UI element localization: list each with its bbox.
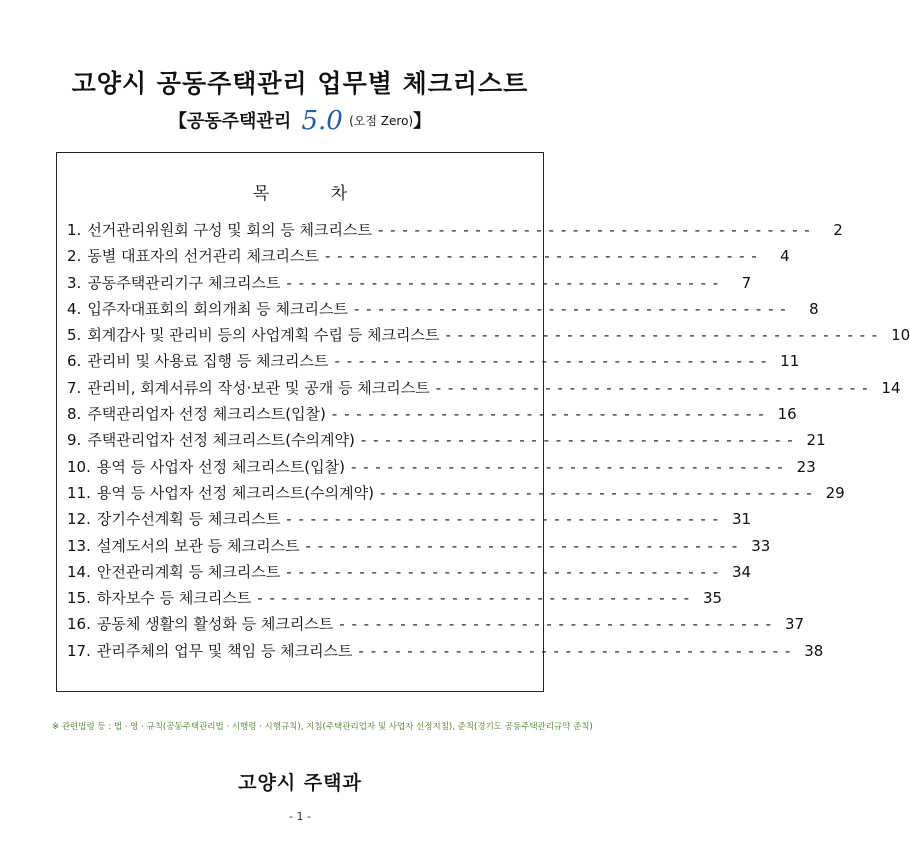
toc-item [67,219,843,245]
toc-item-label: 안전관리계획 등 체크리스트 [96,562,281,581]
toc-item-number: 11. [67,483,91,502]
toc-item-label: 공동체 생활의 활성화 등 체크리스트 [96,615,334,634]
page-number: - 1 - [289,810,311,823]
toc-item-label: 용역 등 사업자 선정 체크리스트(입찰) [96,457,345,476]
toc-item-number: 16. [67,615,91,634]
toc-item [67,587,723,613]
toc-leader: - - - - - - - - - - - - - - - - - - - - - - - - - - - - - - - - - - - - [257,589,691,608]
toc-leader: - - - - - - - - - - - - - - - - - - - - - - - - - - - - - - - - - - - - [351,457,784,476]
toc-item-label: 관리비 및 사용료 집행 등 체크리스트 [87,352,329,371]
toc-item-page: 37 [784,615,805,634]
toc-item-number: 9. [67,431,82,450]
toc-item-page: 14 [881,378,901,397]
toc-item-number: 4. [67,299,82,318]
toc-item-page: 8 [809,299,819,318]
toc-item-number: 1. [67,221,82,239]
toc-item [67,245,790,271]
toc-item-label: 선거관리위원회 구성 및 회의 등 체크리스트 [87,221,372,239]
subtitle-tag: (오점 Zero) [349,114,414,128]
toc-leader: - - - - - - - - - - - - - - - - - - - - - - - - - - - - - - - - - - - - [435,378,869,397]
toc-item-page: 35 [702,589,723,608]
toc-item-label: 주택관리업자 선정 체크리스트(입찰) [87,405,326,424]
subtitle-version: 5.0 [301,106,343,136]
toc-leader: - - - - - - - - - - - - - - - - - - - - - - - - - - - - - - - - - - - - [353,299,787,318]
toc-item-number: 10. [67,457,91,476]
toc-box [56,152,910,692]
toc-item-number: 3. [67,273,82,292]
toc-heading: 목 차 [252,184,376,204]
toc-leader: - - - - - - - - - - - - - - - - - - - - - - - - - - - - - - - - - - - - [324,247,758,266]
toc-item-number: 8. [67,405,82,424]
toc-item-number: 2. [67,247,82,266]
toc-leader: - - - - - - - - - - - - - - - - - - - - - - - - - - - - - - - - - - - - [339,615,773,634]
toc-item-page: 4 [780,247,790,266]
toc-item-number: 14. [67,562,91,581]
toc-item [67,429,826,455]
subtitle-suffix: 】 [413,111,432,132]
department-name: 고양시 주택과 [238,772,362,794]
toc-item [67,508,752,534]
subtitle-prefix: 【공동주택관리 [168,111,292,132]
toc-leader: - - - - - - - - - - - - - - - - - - - - - - - - - - - - - - - - - - - - [360,431,794,450]
toc-item-label: 용역 등 사업자 선정 체크리스트(수의계약) [96,483,374,502]
toc-item-label: 하자보수 등 체크리스트 [96,589,252,608]
toc-list [67,219,910,666]
document-subtitle [0,106,600,136]
toc-leader: - - - - - - - - - - - - - - - - - - - - - - - - - - - - - - - - - - - - [379,483,813,502]
toc-leader: - - - - - - - - - - - - - - - - - - - - - - - - - - - - - - - - - - - - [331,405,765,424]
toc-item-label: 관리주체의 업무 및 책임 등 체크리스트 [96,641,353,660]
toc-item-page: 7 [741,273,752,292]
toc-leader: - - - - - - - - - - - - - - - - - - - - - - - - - - - - - - - - - - - - [377,221,811,239]
toc-item-number: 13. [67,536,91,555]
toc-item [67,482,845,508]
toc-item [67,561,752,587]
toc-item-page: 34 [731,562,752,581]
toc-item [67,613,805,639]
toc-item-page: 38 [804,641,824,660]
toc-item-page: 10 [891,326,910,345]
regulation-note: ※ 관련법령 등 : 법 · 영 · 규칙(공동주택관리법 · 시행령 · 시행규칙), 지침(주택관리업자 및 사업자 선정지침), 준칙(경기도 공동주택관리규약 준칙) [52,722,593,732]
toc-item-page: 2 [833,221,843,239]
toc-leader: - - - - - - - - - - - - - - - - - - - - - - - - - - - - - - - - - - - - [286,510,720,529]
document-title: 고양시 공동주택관리 업무별 체크리스트 [71,69,529,98]
toc-leader: - - - - - - - - - - - - - - - - - - - - - - - - - - - - - - - - - - - - [445,326,879,345]
toc-leader: - - - - - - - - - - - - - - - - - - - - - - - - - - - - - - - - - - - - [358,641,792,660]
toc-item-number: 12. [67,510,91,529]
toc-item-page: 16 [777,405,797,424]
toc-item [67,535,771,561]
toc-item-page: 31 [731,510,752,529]
toc-item-number: 7. [67,378,82,397]
toc-item-page: 11 [780,352,800,371]
toc-item-page: 21 [806,431,826,450]
toc-item-page: 23 [796,457,816,476]
toc-leader: - - - - - - - - - - - - - - - - - - - - - - - - - - - - - - - - - - - - [334,352,768,371]
toc-item-label: 입주자대표회의 회의개최 등 체크리스트 [87,299,348,318]
toc-item-number: 5. [67,326,82,345]
toc-item [67,350,800,376]
toc-leader: - - - - - - - - - - - - - - - - - - - - - - - - - - - - - - - - - - - - [305,536,739,555]
toc-item-label: 장기수선계획 등 체크리스트 [96,510,281,529]
toc-item-label: 동별 대표자의 선거관리 체크리스트 [87,247,319,266]
toc-item [67,298,819,324]
toc-item-page: 33 [751,536,771,555]
toc-item [67,324,910,350]
toc-item [67,456,816,482]
toc-leader: - - - - - - - - - - - - - - - - - - - - - - - - - - - - - - - - - - - - [286,562,720,581]
toc-item-label: 설계도서의 보관 등 체크리스트 [96,536,300,555]
toc-item-page: 29 [825,483,845,502]
toc-item-number: 15. [67,589,91,608]
toc-item [67,377,901,403]
toc-item [67,272,752,298]
toc-item-label: 회계감사 및 관리비 등의 사업계획 수립 등 체크리스트 [87,326,440,345]
toc-item [67,403,797,429]
toc-item [67,640,824,666]
toc-leader: - - - - - - - - - - - - - - - - - - - - - - - - - - - - - - - - - - - - [286,273,720,292]
toc-item-number: 6. [67,352,82,371]
toc-item-label: 관리비, 회계서류의 작성·보관 및 공개 등 체크리스트 [87,378,430,397]
toc-item-label: 주택관리업자 선정 체크리스트(수의계약) [87,431,355,450]
toc-item-number: 17. [67,641,91,660]
toc-item-label: 공동주택관리기구 체크리스트 [87,273,281,292]
